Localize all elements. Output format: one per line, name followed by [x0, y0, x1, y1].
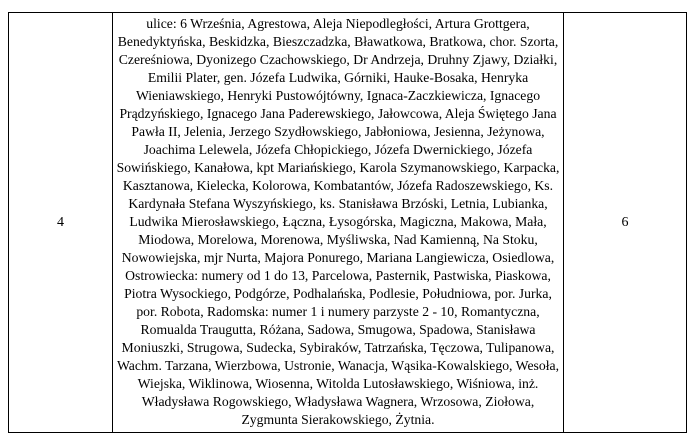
seats-count-cell: 6: [564, 13, 687, 433]
streets-cell: [113, 13, 564, 433]
streets-list-text: ulice: 6 Września, Agrestowa, Aleja Niepodległości, Artura Grottgera, Benedyktyńska, Beskidzka, Bieszczadzka, Bławatkowa, Bratkowa, chor. Szorta, Czereśniowa, Dyonizego Czachowskiego, Dr Andrzeja, Druhny Zjawy, Działki, Emilii Plater, gen. Józefa Ludwika, Górniki, Hauke-Bosaka, Henryka Wieniawskiego, Henryki Pustowójtówny, Ignaca-Zaczkiewicza, Ignacego Prądzyńskiego, Ignacego Jana Paderewskiego, Jałowcowa, Aleja Świętego Jana Pawła II, Jelenia, Jerzego Szydłowskiego, Jabłoniowa, Jesienna, Jeżynowa, Joachima Lelewela, Józefa Chłopickiego, Józefa Dwernickiego, Józefa Sowińskiego, Kanałowa, kpt Mariańskiego, Karola Szymanowskiego, Karpacka, Kasztanowa, Kielecka, Kolorowa, Kombatantów, Józefa Radoszewskiego, Ks. Kardynała Stefana Wyszyńskiego, ks. Stanisława Brzóski, Letnia, Lubianka, Ludwika Mierosławskiego, Łączna, Łysogórska, Magiczna, Makowa, Mała, Miodowa, Morelowa, Morenowa, Myśliwska, Nad Kamienną, Na Stoku, Nowowiejska, mjr Nurta, Majora Ponurego, Mariana Langiewicza, Osiedlowa, Ostrowiecka: numery od 1 do 13, Parcelowa, Pasternik, Pastwiska, Piaskowa, Piotra Wysockiego, Podgórze, Podhalańska, Podlesie, Południowa, por. Jurka, por. Robota, Radomska: numer 1 i numery parzyste 2 - 10, Romantyczna, Romualda Traugutta, Różana, Sadowa, Smugowa, Spadowa, Stanisława Moniuszki, Strugowa, Sudecka, Sybiraków, Tatrzańska, Tęczowa, Tulipanowa, Wachm. Tarzana, Wierzbowa, Ustronie, Wanacja, Wąsika-Kowalskiego, Wesoła, Wiejska, Wiklinowa, Wiosenna, Witolda Lutosławskiego, Wiśniowa, inż. Władysława Rogowskiego, Władysława Wagnera, Wrzosowa, Ziołowa, Zygmunta Sierakowskiego, Żytnia.: [116, 16, 560, 427]
districts-table: [8, 12, 687, 433]
district-number-cell: 4: [9, 13, 113, 433]
table-row: [9, 13, 687, 433]
